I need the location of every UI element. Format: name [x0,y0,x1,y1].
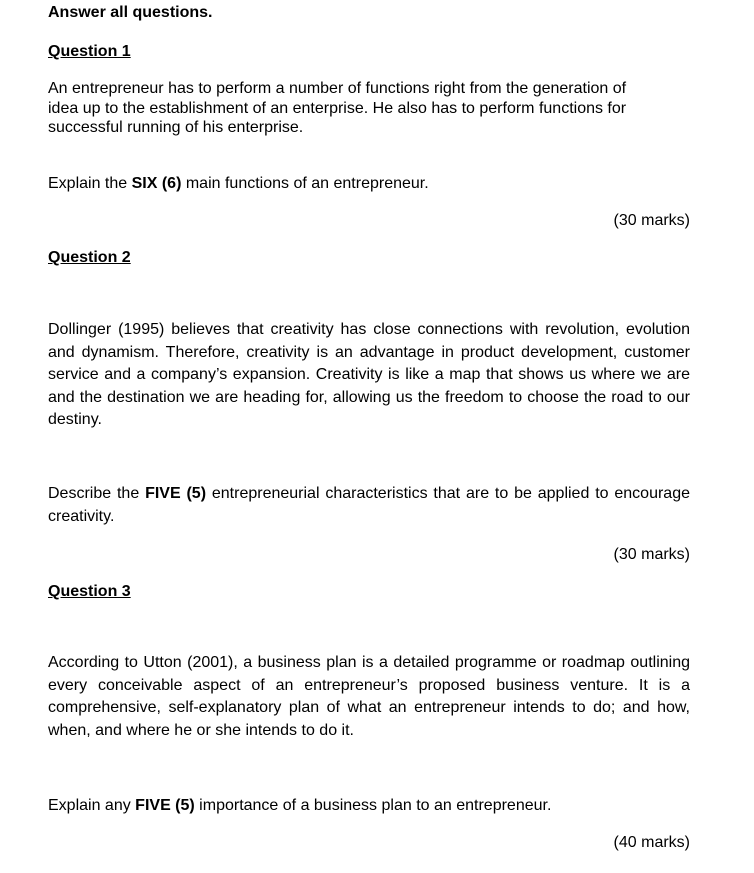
instruction-heading: Answer all questions. [48,4,213,21]
question-3-task-text: Explain any [48,797,136,814]
question-3-task [48,796,551,815]
question-1-task-text: Explain the [48,175,132,192]
question-1-context [48,79,626,138]
question-1-heading: Question 1 [48,43,131,60]
question-2-task-text: entrepreneurial characteristics that are to be applied to encourage creativity. [48,485,691,525]
question-1-marks: (30 marks) [613,212,690,229]
question-2-task [48,483,690,528]
question-1-context-line: successful running of his enterprise. [48,119,304,136]
question-2-marks: (30 marks) [613,546,690,563]
question-1-task [48,174,429,193]
question-3-task-count: FIVE (5) [135,797,195,814]
question-2-context: Dollinger (1995) believes that creativity has close connections with revolution, evolution and dynamism. Therefore, creativity is an advantage in product development, customer service and a company’s expansion. Creativity is like a map that shows us where we are and the destination we are heading for, allowing us the freedom to choose the road to our destiny. [48,321,690,428]
question-1-context-line: idea up to the establishment of an enterprise. He also has to perform functions for [48,99,627,117]
question-3-task-text: importance of a business plan to an entrepreneur. [194,797,552,814]
question-1-context-line: An entrepreneur has to perform a number of functions right from the generation of [48,80,627,97]
question-3-heading: Question 3 [48,583,131,600]
question-2-task-text: Describe the [48,485,146,502]
question-3-context: According to Utton (2001), a business plan is a detailed programme or roadmap outlining every conceivable aspect of an entrepreneur’s proposed business venture. It is a comprehensive, self-explanatory plan of what an entrepreneur intends to do; and how, when, and where he or she intends to do it. [48,654,690,739]
question-3-marks: (40 marks) [613,834,690,851]
question-2-heading: Question 2 [48,249,131,266]
question-1-task-text: main functions of an entrepreneur. [181,175,429,192]
question-1-task-count: SIX (6) [131,175,182,192]
question-2-task-count: FIVE (5) [145,485,207,502]
